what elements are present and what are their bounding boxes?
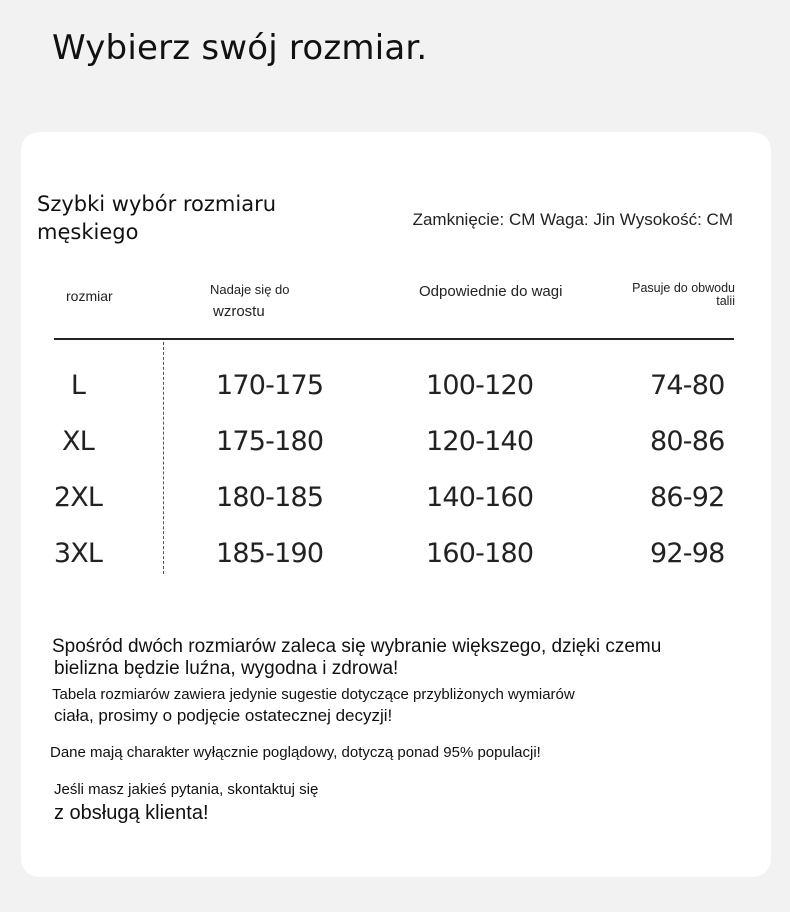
note-contact-line2: z obsługą klienta! [54,802,209,824]
cell-waist: 86-92 [650,482,725,513]
header-waist [632,282,735,308]
cell-size: XL [62,426,94,457]
quick-size-title-line2: męskiego [37,220,139,244]
header-waist-line2: talii [716,294,735,308]
quick-size-title-line1: Szybki wybór rozmiaru [37,192,277,216]
cell-height: 180-185 [216,482,324,513]
cell-height: 185-190 [216,538,324,569]
cell-size: L [70,370,86,401]
page-title: Wybierz swój rozmiar. [52,28,428,68]
cell-height: 170-175 [216,370,324,401]
table-row [21,538,771,578]
note-suggestion-line1: Tabela rozmiarów zawiera jedynie sugestie dotyczące przybliżonych wymiarów [52,686,575,703]
table-row [21,426,771,466]
header-height-line2: wzrostu [213,303,265,320]
header-divider [54,338,734,340]
note-suggestion-line2: ciała, prosimy o podjęcie ostatecznej decyzji! [54,706,393,725]
header-weight: Odpowiednie do wagi [419,283,563,300]
header-size: rozmiar [66,288,113,304]
cell-size: 2XL [53,482,103,513]
cell-weight: 120-140 [426,426,534,457]
note-recommendation-line2: bielizna będzie luźna, wygodna i zdrowa! [54,658,399,679]
header-waist-line1: Pasuje do obwodu [632,281,735,295]
cell-weight: 140-160 [426,482,534,513]
size-chart-card [21,132,771,877]
note-data-disclaimer: Dane mają charakter wyłącznie poglądowy, dotyczą ponad 95% populacji! [50,744,541,761]
note-contact-line1: Jeśli masz jakieś pytania, skontaktuj się [54,781,319,798]
table-row [21,482,771,522]
cell-waist: 80-86 [650,426,725,457]
quick-size-title [37,190,276,246]
header-height [210,282,290,320]
cell-height: 175-180 [216,426,324,457]
header-height-line1: Nadaje się do [210,282,290,297]
cell-size: 3XL [53,538,103,569]
cell-weight: 100-120 [426,370,534,401]
table-row [21,370,771,410]
cell-waist: 92-98 [650,538,725,569]
units-legend: Zamknięcie: CM Waga: Jin Wysokość: CM [412,210,733,229]
note-recommendation-line1: Spośród dwóch rozmiarów zaleca się wybranie większego, dzięki czemu [52,636,662,657]
cell-weight: 160-180 [426,538,534,569]
cell-waist: 74-80 [650,370,725,401]
